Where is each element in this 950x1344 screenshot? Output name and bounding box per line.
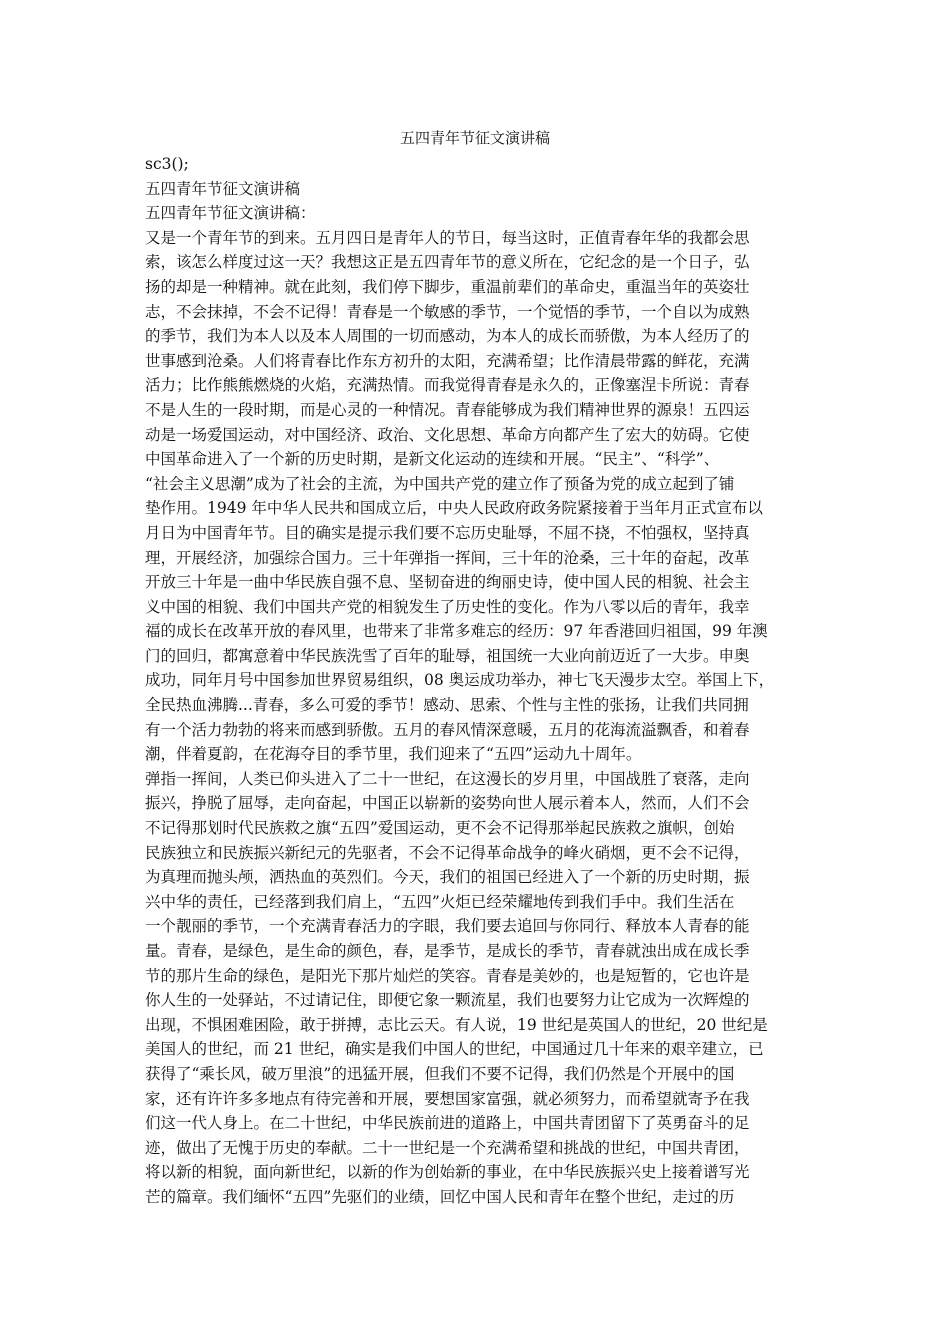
text-line: 量。青春，是绿色，是生命的颜色，春，是季节，是成长的季节，青春就浊出成在成长季	[145, 942, 750, 960]
text-line: 家，还有许许多多地点有待完善和开展，要想国家富强，就必须努力，而希望就寄予在我	[145, 1089, 750, 1108]
text-line: 为真理而抛头颅，洒热血的英烈们。今天，我们的祖国已经进入了一个新的历史时期，振	[145, 868, 750, 887]
text-line: 们这一代人身上。在二十世纪，中华民族前进的道路上，中国共青团留下了英勇奋斗的足	[145, 1114, 750, 1133]
text-line: 美国人的世纪，而 21 世纪，确实是我们中国人的世纪，中国通过几十年来的艰辛建立，已	[145, 1040, 764, 1059]
text-line: 迹，做出了无愧于历史的奉献。二十一世纪是一个充满希望和挑战的世纪，中国共青团，	[145, 1138, 750, 1157]
document-title: 五四青年节征文演讲稿	[399, 129, 550, 147]
text-line: 志，不会抹掉，不会不记得！青春是一个敏感的季节，一个觉悟的季节，一个自以为成熟	[145, 302, 750, 321]
text-line: “社会主义思潮”成为了社会的主流，为中国共产党的建立作了预备为党的成立起到了铺	[145, 474, 735, 493]
text-line: 节的那片生命的绿色，是阳光下那片灿烂的笑容。青春是美妙的，也是短暂的，它也许是	[145, 966, 750, 985]
text-line: 民族独立和民族振兴新纪元的先驱者，不会不记得革命战争的峰火硝烟，更不会不记得，	[145, 843, 750, 862]
text-line: 将以新的相貌，面向新世纪，以新的作为创始新的事业，在中华民族振兴史上接着谱写光	[145, 1163, 750, 1182]
text-line: 出现，不惧困难困险，敢于拼搏，志比云天。有人说，19 世纪是英国人的世纪，20 世纪是	[145, 1015, 768, 1034]
text-line: 索，该怎么样度过这一天？我想这正是五四青年节的意义所在，它纪念的是一个日子，弘	[145, 253, 750, 272]
text-line: 义中国的相貌、我们中国共产党的相貌发生了历史性的变化。作为八零以后的青年，我幸	[145, 597, 750, 616]
text-line: 一个靓丽的季节，一个充满青春活力的字眼，我们要去追回与你同行、释放本人青春的能	[145, 917, 750, 936]
meta-line-subtitle: 五四青年节征文演讲稿：	[145, 204, 316, 223]
paragraph-1	[145, 226, 817, 767]
text-line: 弹指一挥间，人类已仰头进入了二十一世纪，在这漫长的岁月里，中国战胜了衰落，走向	[145, 769, 750, 788]
text-line: 动是一场爱国运动，对中国经济、政治、文化思想、革命方向都产生了宏大的妨碍。它使	[145, 425, 750, 444]
text-line: 福的成长在改革开放的春风里，也带来了非常多难忘的经历：97 年香港回归祖国，99 年澳	[145, 622, 768, 641]
text-line: 扬的却是一种精神。就在此刻，我们停下脚步，重温前辈们的革命史，重温当年的英姿壮	[145, 277, 750, 296]
text-line: 月日为中国青年节。目的确实是提示我们要不忘历史耻辱，不屈不挠，不怕强权，坚持真	[145, 523, 750, 542]
text-line: 开放三十年是一曲中华民族自强不息、坚韧奋进的绚丽史诗，使中国人民的相貌、社会主	[145, 573, 750, 592]
text-line: 的季节，我们为本人以及本人周围的一切而感动，为本人的成长而骄傲，为本人经历了的	[145, 327, 750, 346]
text-line: 芒的篇章。我们缅怀“五四”先驱们的业绩，回忆中国人民和青年在整个世纪，走过的历	[145, 1187, 735, 1206]
meta-line-code: sc3();	[145, 155, 189, 173]
text-line: 垫作用。1949 年中华人民共和国成立后，中央人民政府政务院紧接着于当年月正式宣布以	[145, 499, 763, 518]
document-body	[145, 152, 817, 1210]
text-line: 兴中华的责任，已经落到我们肩上，“五四”火炬已经荣耀地传到我们手中。我们生活在	[145, 892, 735, 911]
text-line: 理，开展经济，加强综合国力。三十年弹指一挥间，三十年的沧桑，三十年的奋起，改革	[145, 548, 750, 567]
text-line: 获得了“乘长风，破万里浪”的迅猛开展，但我们不要不记得，我们仍然是个开展中的国	[145, 1064, 735, 1083]
text-line: 不是人生的一段时期，而是心灵的一种情况。青春能够成为我们精神世界的源泉！五四运	[145, 400, 750, 419]
text-line: 全民热血沸腾...青春，多么可爱的季节！感动、思索、个性与主性的张扬，让我们共同拥	[145, 696, 749, 715]
text-line: 又是一个青年节的到来。五月四日是青年人的节日，每当这时，正值青春年华的我都会思	[145, 228, 750, 247]
text-line: 不记得那划时代民族救之旗“五四”爱国运动，更不会不记得那举起民族救之旗帜，创始	[145, 819, 735, 838]
text-line: 潮，伴着夏韵，在花海夺目的季节里，我们迎来了“五四”运动九十周年。	[145, 745, 642, 764]
text-line: 门的回归，都寓意着中华民族洗雪了百年的耻辱，祖国统一大业向前迈近了一大步。申奥	[145, 646, 750, 665]
text-line: 世事感到沧桑。人们将青春比作东方初升的太阳，充满希望；比作清晨带露的鲜花，充满	[145, 351, 750, 370]
paragraph-2	[145, 767, 817, 1210]
text-line: 中国革命进入了一个新的历史时期，是新文化运动的连续和开展。“民主”、“科学”、	[145, 450, 720, 469]
text-line: 成功，同年月号中国参加世界贸易组织，08 奥运成功举办，神七飞天漫步太空。举国上下，	[145, 671, 775, 690]
text-line: 有一个活力勃勃的将来而感到骄傲。五月的春风情深意暖，五月的花海流溢飘香，和着春	[145, 720, 750, 739]
text-line: 振兴，挣脱了屈辱，走向奋起，中国正以崭新的姿势向世人展示着本人，然而，人们不会	[145, 794, 750, 813]
text-line: 你人生的一处驿站，不过请记住，即便它象一颗流星，我们也要努力让它成为一次辉煌的	[145, 991, 750, 1010]
text-line: 活力；比作熊熊燃烧的火焰，充满热情。而我觉得青春是永久的，正像塞涅卡所说：青春	[145, 376, 750, 395]
meta-line-title: 五四青年节征文演讲稿	[145, 179, 301, 198]
